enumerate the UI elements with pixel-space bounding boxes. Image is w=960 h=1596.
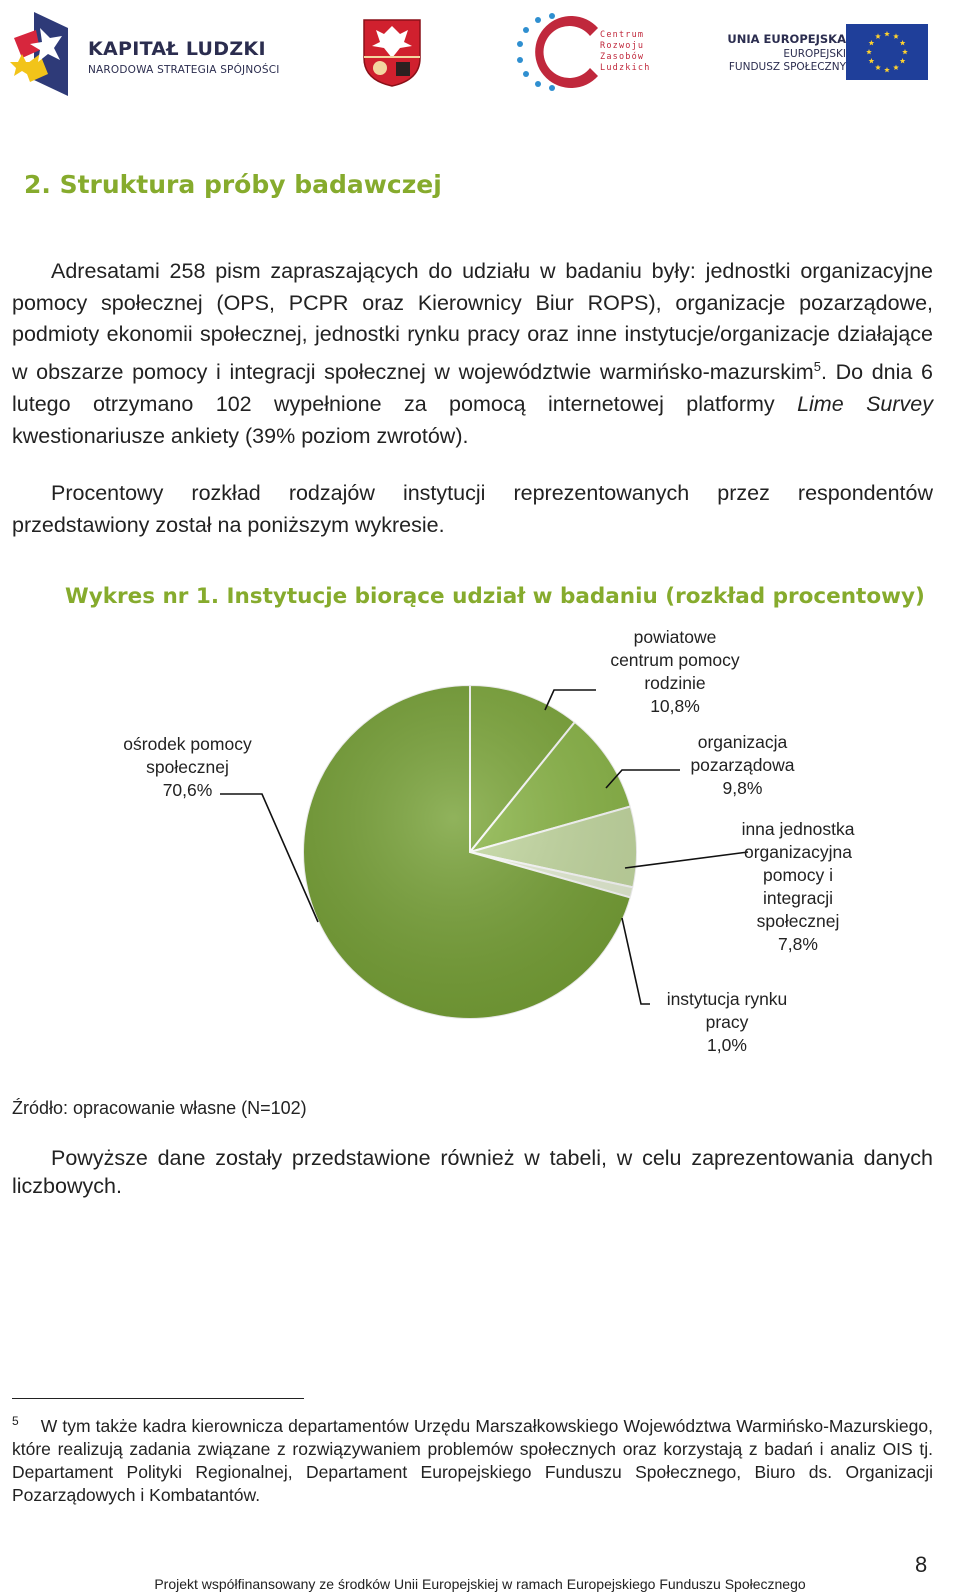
table-intro-paragraph: Powyższe dane zostały przedstawione również w tabeli, w celu zaprezentowania danych liczbowych.: [12, 1146, 933, 1198]
label-pcpr-line-1: powiatowe: [633, 627, 717, 647]
intro-text-3: kwestionariusze ankiety (39% poziom zwrotów).: [12, 423, 469, 448]
kapital-ludzki-subtitle: NARODOWA STRATEGIA SPÓJNOŚCI: [88, 64, 280, 76]
crzl-text: [600, 30, 651, 74]
label-osrodek-line-3: 70,6%: [162, 780, 213, 800]
crzl-line-2: Rozwoju: [600, 41, 645, 51]
kapital-ludzki-emblem-icon: [10, 8, 70, 98]
intro-paragraph: [12, 256, 933, 452]
label-pcpr-line-4: 10,8%: [650, 696, 700, 716]
kapital-ludzki-name: KAPITAŁ LUDZKI: [88, 38, 266, 60]
lime-survey-text: Lime Survey: [797, 391, 933, 416]
distribution-paragraph: Procentowy rozkład rodzajów instytucji reprezentowanych przez respondentów przedstawiony został na poniższym wykresie.: [12, 481, 933, 537]
section-heading: 2. Struktura próby badawczej: [24, 170, 442, 199]
crzl-emblem-icon: [512, 12, 607, 92]
intro-text-2: . Do dnia 6 lutego otrzymano 102 wypełnione za pomocą internetowej platformy: [12, 360, 933, 416]
crzl-line-3: Zasobów: [600, 52, 645, 62]
label-ngo-line-2: pozarządowa: [690, 755, 795, 775]
label-inna-line-1: inna jednostka: [741, 819, 855, 839]
coat-of-arms-icon: [362, 18, 422, 88]
label-pcpr-line-3: rodzinie: [644, 673, 706, 693]
footnote-text: W tym także kadra kierownicza departamentów Urzędu Marszałkowskiego Województwa Warmińsko-Mazurskiego, które realizują zadania związane z rozwiązywaniem problemów społecznych oraz korzystają z badań i analiz OIS tj. Departament Polityki Regionalnej, Departament Europejskiego Funduszu Społecznego, Biuro ds. Organizacji Pozarządowych i Kombatantów.: [12, 1415, 933, 1505]
crzl-line-1: Centrum: [600, 30, 645, 40]
eu-flag-icon: [846, 24, 928, 80]
label-rynek-line-1: instytucja rynku: [666, 989, 788, 1009]
eu-line-1: UNIA EUROPEJSKA: [727, 32, 846, 46]
label-inna-line-4: integracji: [762, 888, 834, 908]
page-footer: Projekt współfinansowany ze środków Unii Europejskiej w ramach Europejskiego Funduszu Społecznego: [154, 1576, 806, 1592]
label-inna-line-2: organizacyjna: [744, 842, 852, 862]
footnote-separator: [12, 1398, 304, 1399]
label-organizacja-pozarzadowa: [670, 731, 815, 800]
label-inna-jednostka: [722, 818, 874, 956]
label-inna-line-5: społecznej: [756, 911, 840, 931]
label-osrodek-pomocy: [100, 733, 275, 802]
chart-caption: Wykres nr 1. Instytucje biorące udział w badaniu (rozkład procentowy): [65, 584, 925, 609]
label-inna-line-3: pomocy i: [762, 865, 834, 885]
eu-line-3: FUNDUSZ SPOŁECZNY: [728, 61, 846, 73]
kapital-ludzki-logo: [10, 8, 290, 98]
footnote-number: 5: [12, 1414, 19, 1428]
label-osrodek-line-2: społecznej: [146, 757, 229, 777]
label-rynek-line-2: pracy: [705, 1012, 749, 1032]
eu-logo: [720, 22, 950, 82]
label-inna-line-6: 7,8%: [778, 934, 818, 954]
footnote-reference[interactable]: 5: [813, 359, 821, 375]
footnote: [12, 1410, 933, 1507]
eu-line-2: EUROPEJSKI: [783, 48, 846, 60]
label-osrodek-line-1: ośrodek pomocy: [123, 734, 252, 754]
label-powiatowe-centrum: [590, 626, 760, 718]
label-ngo-line-1: organizacja: [697, 732, 788, 752]
label-instytucja-rynku-pracy: [642, 988, 812, 1057]
crzl-line-4: Ludzkich: [600, 63, 651, 73]
intro-text-1: Adresatami 258 pism zapraszających do udziału w badaniu były: jednostki organizacyjne pomocy społecznej (OPS, PCPR oraz Kierownicy Biur ROPS), organizacje pozarządowe, podmioty ekonomii społecznej, jednostki rynku pracy oraz inne instytucje/organizacje działające w obszarze pomocy i integracji społecznej w województwie warmińsko-mazurskim: [12, 259, 933, 385]
label-pcpr-line-2: centrum pomocy: [610, 650, 740, 670]
chart-source: Źródło: opracowanie własne (N=102): [12, 1098, 307, 1118]
page-number: 8: [915, 1552, 928, 1577]
label-rynek-line-3: 1,0%: [707, 1035, 747, 1055]
label-ngo-line-3: 9,8%: [722, 778, 763, 798]
crzl-logo: [512, 12, 662, 92]
